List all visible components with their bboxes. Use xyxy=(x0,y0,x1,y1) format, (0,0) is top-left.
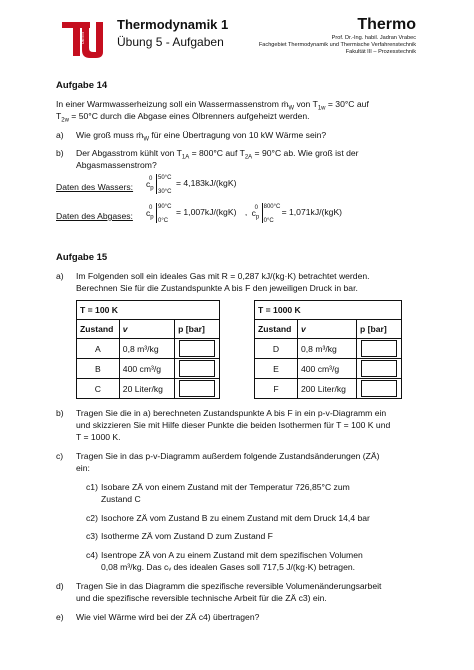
task-15c-line1: Tragen Sie in das p-v-Diagramm außerdem folgende Zustandsänderungen (ZÄ) xyxy=(76,451,380,461)
exercise-title: Übung 5 - Aufgaben xyxy=(117,35,224,49)
table-100k-title: T = 100 K xyxy=(77,301,220,320)
table-row xyxy=(255,379,402,399)
task-15-title: Aufgabe 15 xyxy=(56,252,108,263)
state-cell: D xyxy=(255,339,298,359)
state-cell: B xyxy=(77,359,120,379)
task-15c3-line1: Isotherme ZÄ vom Zustand D zum Zustand F xyxy=(101,531,273,541)
table-1000k xyxy=(254,300,402,399)
table-1000k-header-state: Zustand xyxy=(255,320,298,339)
table-row xyxy=(255,359,402,379)
task-14a-text: Wie groß muss ṁ$_W$ für eine Übertragung von 10 kW Wärme sein? xyxy=(76,130,327,143)
table-100k xyxy=(76,300,220,399)
exhaust-cp-formula: $c_p$ 0 90°C 0°C = 1,007kJ/(kgK) , $c_p$ 0 800°C 0°C = 1,071kJ/(kgK) xyxy=(146,204,343,224)
task-15c2-line1: Isochore ZÄ vom Zustand B zu einem Zustand mit dem Druck 14,4 bar xyxy=(101,513,370,523)
pressure-answer-box[interactable] xyxy=(357,379,402,399)
table-1000k-header-p: p [bar] xyxy=(357,320,402,339)
task-15e-line1: Wie viel Wärme wird bei der ZÄ c4) übertragen? xyxy=(76,612,260,622)
task-14-title: Aufgabe 14 xyxy=(56,80,108,91)
task-15a-index: a) xyxy=(56,271,64,281)
pressure-answer-box[interactable] xyxy=(357,339,402,359)
task-15c4-line1: Isentrope ZÄ von A zu einem Zustand mit dem spezifischen Volumen xyxy=(101,550,363,560)
volume-cell: 400 cm³/g xyxy=(298,359,357,379)
task-15d-index: d) xyxy=(56,581,64,591)
task-14b-index: b) xyxy=(56,148,64,158)
task-15c-index: c) xyxy=(56,451,64,461)
tu-berlin-logo xyxy=(60,18,110,58)
volume-cell: 200 Liter/kg xyxy=(298,379,357,399)
table-row xyxy=(255,339,402,359)
department-name: Fachgebiet Thermodynamik und Thermische Verfahrenstechnik xyxy=(258,42,416,49)
state-cell: C xyxy=(77,379,120,399)
task-15c3-index: c3) xyxy=(86,531,98,541)
course-title: Thermodynamik 1 xyxy=(117,17,229,32)
state-cell: F xyxy=(255,379,298,399)
table-row xyxy=(77,359,220,379)
state-cell: E xyxy=(255,359,298,379)
svg-text:berlin: berlin xyxy=(80,31,86,44)
task-15c-line2: ein: xyxy=(76,463,90,473)
pressure-answer-box[interactable] xyxy=(175,339,220,359)
brand-name: Thermo xyxy=(357,16,416,33)
pressure-answer-box[interactable] xyxy=(175,359,220,379)
task-14b-text-line2: Abgasmassenstrom? xyxy=(76,160,157,170)
task-14b-text: Der Abgasstrom kühlt von $T_{1A} = 800^\circ C$ auf $T_{2A} = 90^\circ C$ ab. Wie groß ist der xyxy=(76,148,359,161)
professor-name: Prof. Dr.-Ing. habil. Jadran Vrabec xyxy=(331,35,416,41)
table-100k-header-state: Zustand xyxy=(77,320,120,339)
task-15e-index: e) xyxy=(56,612,64,622)
task-15c1-line2: Zustand C xyxy=(101,494,141,504)
task-15d-line2: und die spezifische reversible technische Arbeit für die ZÄ c3) ein. xyxy=(76,593,327,603)
state-cell: A xyxy=(77,339,120,359)
water-cp-formula: $c_p$ 0 50°C 30°C = 4,183kJ/(kgK) xyxy=(146,175,237,195)
task-15b-index: b) xyxy=(56,408,64,418)
pressure-answer-box[interactable] xyxy=(175,379,220,399)
table-1000k-header-v: v xyxy=(298,320,357,339)
table-row xyxy=(77,379,220,399)
table-100k-header-p: p [bar] xyxy=(175,320,220,339)
table-row xyxy=(77,339,220,359)
task-15d-line1: Tragen Sie in das Diagramm die spezifische reversible Volumenänderungsarbeit xyxy=(76,581,382,591)
faculty-name: Fakultät III – Prozesstechnik xyxy=(345,49,416,56)
task-15c4-index: c4) xyxy=(86,550,98,560)
volume-cell: 0,8 m³/kg xyxy=(119,339,174,359)
water-data-label: Daten des Wassers: xyxy=(56,182,134,192)
task-14a-index: a) xyxy=(56,130,64,140)
task-15a-line2: Berechnen Sie für die Zustandspunkte A bis F den jeweiligen Druck in bar. xyxy=(76,283,358,293)
task-15b-line1: Tragen Sie die in a) berechneten Zustandspunkte A bis F in ein p-v-Diagramm ein xyxy=(76,408,387,418)
task-15c2-index: c2) xyxy=(86,513,98,523)
institute-block xyxy=(259,15,416,57)
task-14-intro-line1: In einer Warmwasserheizung soll ein Wassermassenstrom ṁ$_W$ von $T_{1w} = 30^\circ C$ auf xyxy=(56,99,369,112)
pressure-answer-box[interactable] xyxy=(357,359,402,379)
table-1000k-title: T = 1000 K xyxy=(255,301,402,320)
volume-cell: 400 cm³/g xyxy=(119,359,174,379)
volume-cell: 0,8 m³/kg xyxy=(298,339,357,359)
task-15a-line1: Im Folgenden soll ein ideales Gas mit R = 0,287 kJ/(kg·K) betrachtet werden. xyxy=(76,271,370,281)
task-15c1-index: c1) xyxy=(86,482,98,492)
task-15c1-line1: Isobare ZÄ von einem Zustand mit der Temperatur 726,85°C zum xyxy=(101,482,350,492)
table-100k-header-v: v xyxy=(119,320,174,339)
task-15b-line3: T = 1000 K. xyxy=(76,432,121,442)
exhaust-data-label: Daten des Abgases: xyxy=(56,211,133,221)
task-14-intro-line2: $T_{2w} = 50^\circ C$ durch die Abgase eines Ölbrenners aufgeheizt werden. xyxy=(56,111,310,124)
task-15b-line2: und skizzieren Sie mit Hilfe dieser Punkte die beiden Isothermen für T = 100 K und xyxy=(76,420,391,430)
task-15c4-line2: 0,08 m³/kg. Das cᵥ des idealen Gases soll 717,5 J/(kg·K) betragen. xyxy=(101,562,356,572)
volume-cell: 20 Liter/kg xyxy=(119,379,174,399)
